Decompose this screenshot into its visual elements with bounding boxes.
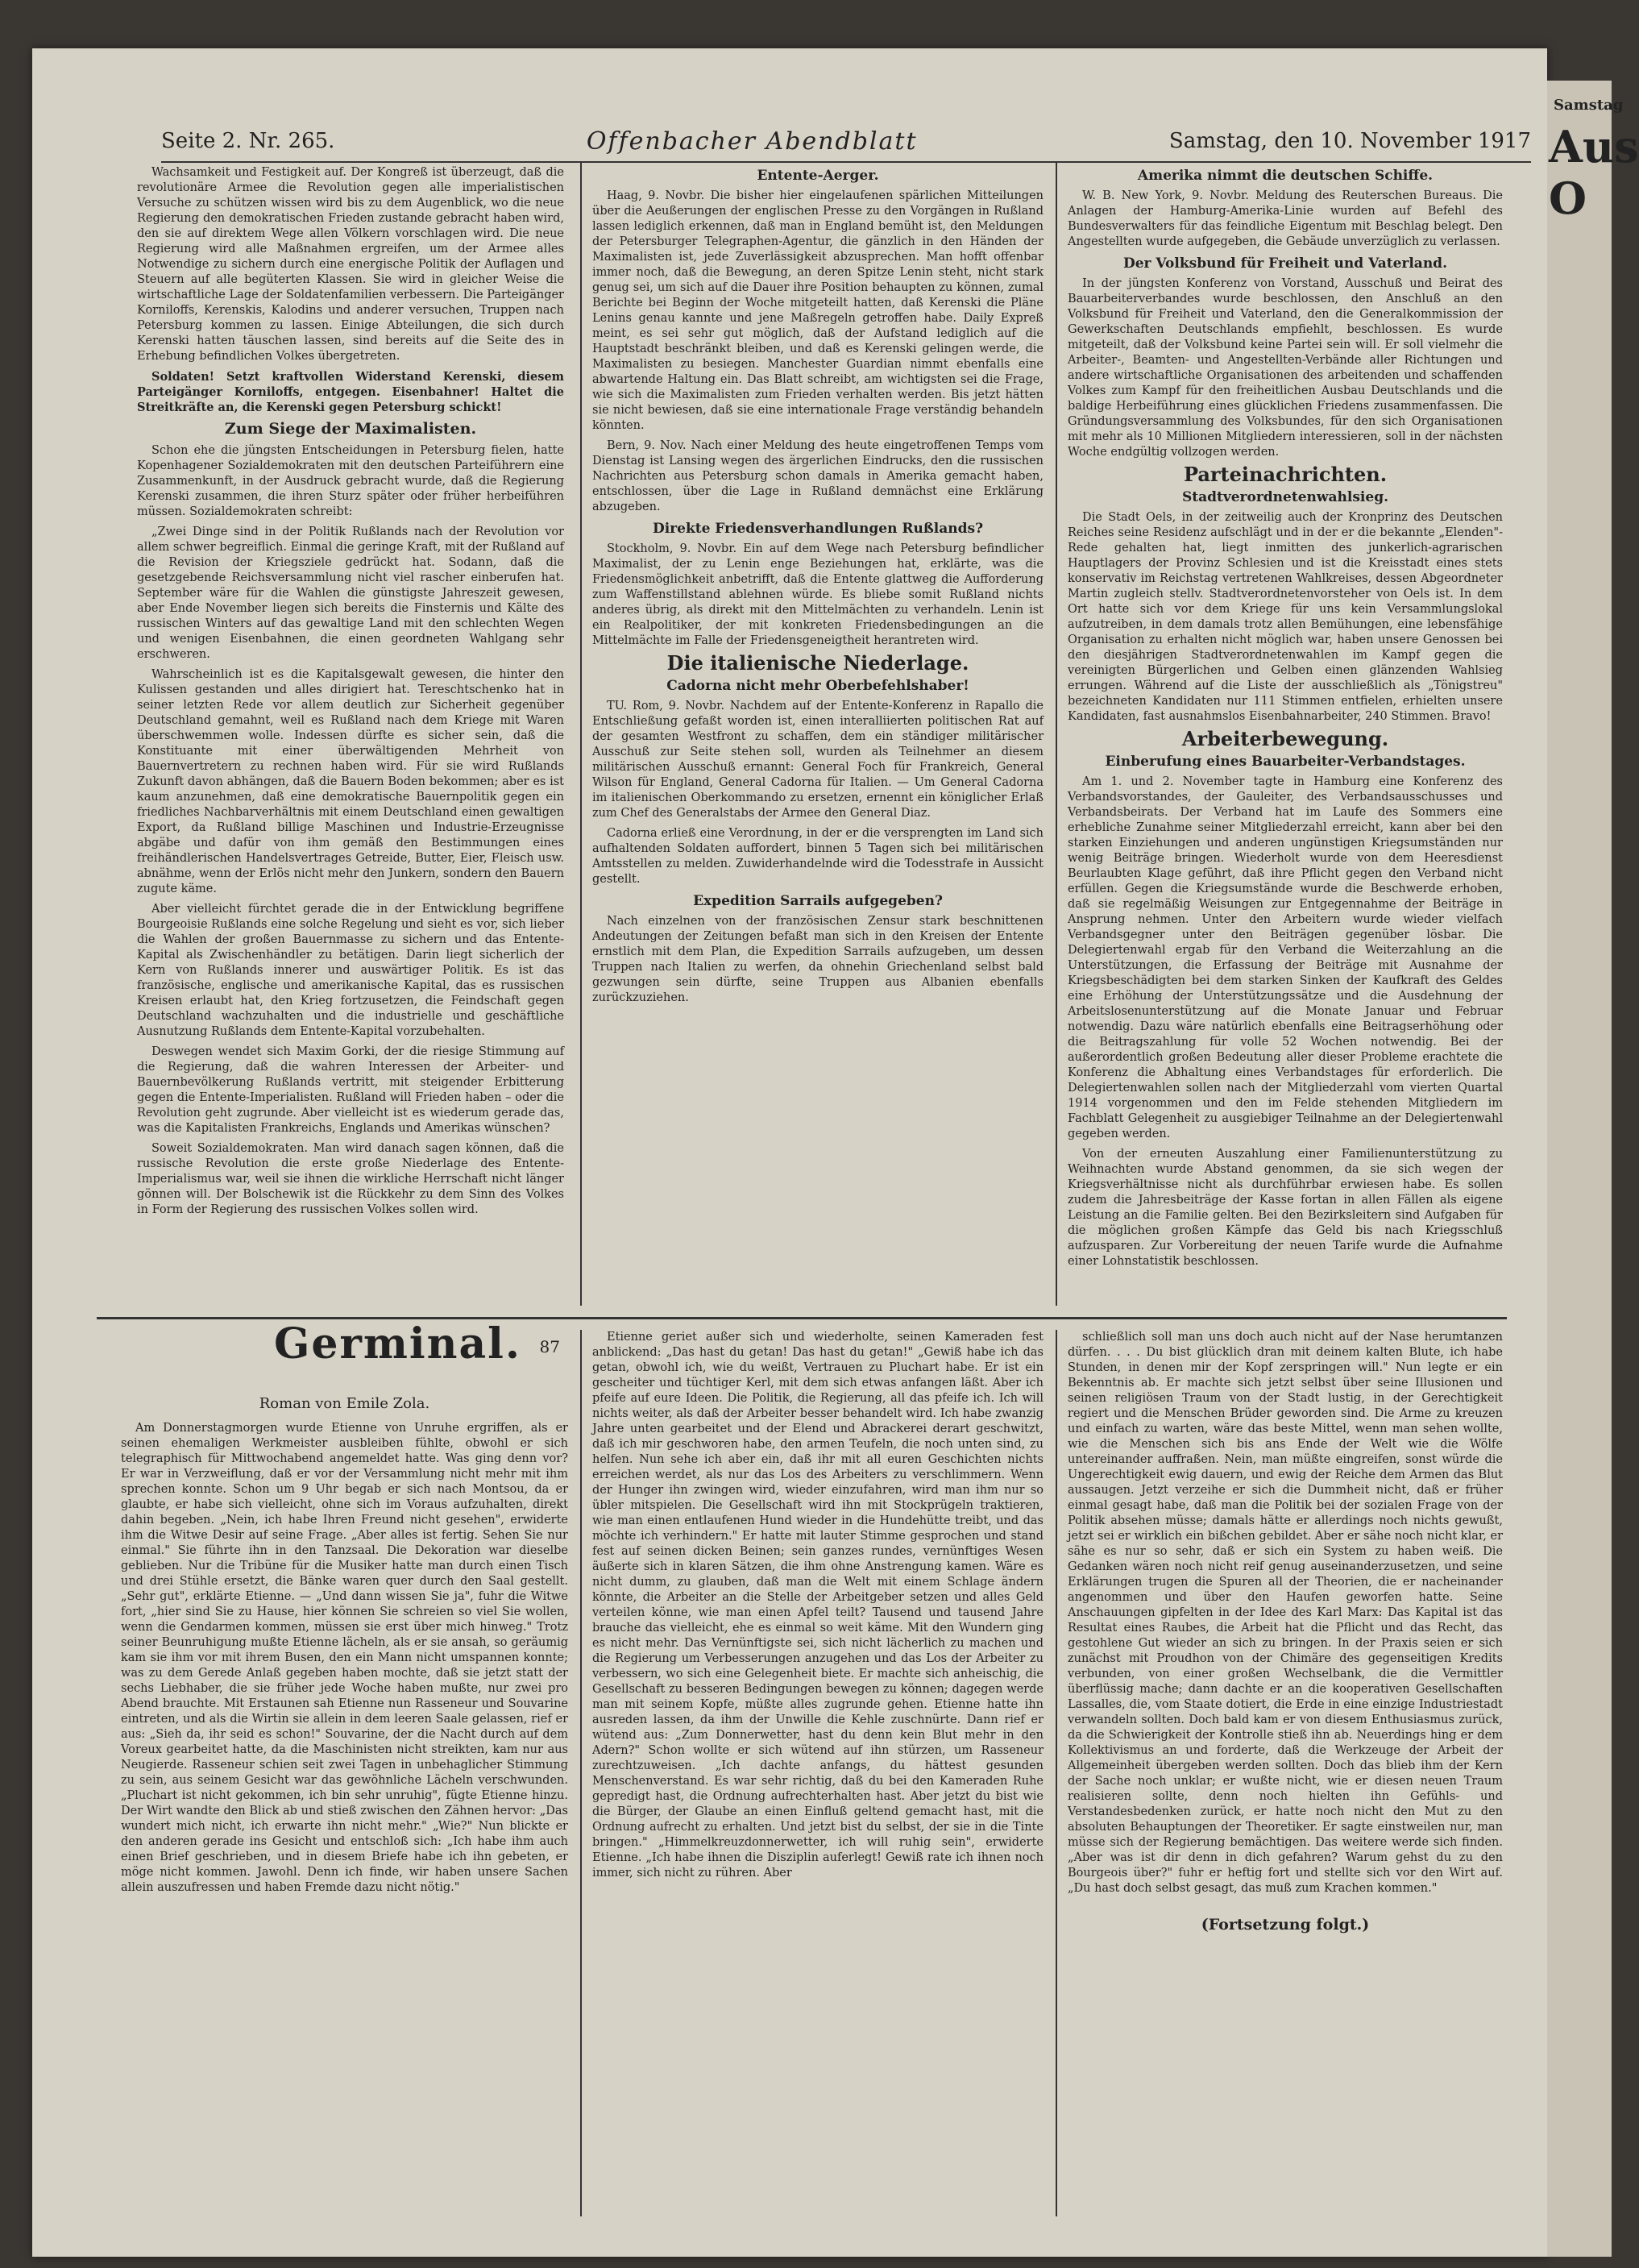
article-text: Deswegen wendet sich Maxim Gorki, der die riesige Stimmung auf die Regierung, daß die wahren Interessen der Arbeiter- und Bauernbevölkerung Rußlands vertritt, mit steigender Erbitterung gegen die Entente-Imperialisten. Rußland will Frieden haben – oder die Revolution geht zugrunde. Aber vielleicht ist es wiederum gerade das, was die Kapitalisten Frankreichs, Englands und Amerikas wünschen? [137,1045,564,1135]
column-rule [580,1330,582,2216]
article-text: „Zwei Dinge sind in der Politik Rußlands nach der Revolution vor allem schwer begreiflich. Einmal die geringe Kraft, mit der Rußland auf die Revision der Kriegsziele gedrückt hat. Sodann, daß die gesetzgebende Reichsversammlung nicht viel rascher einberufen hat. September wäre für die Wahlen die günstigste Jahreszeit gewesen, aber Ende November liegen sich bereits die Finsternis und Kälte des russischen Winters auf das gewaltige Land mit den schlechten Wegen und wenigen Eisenbahnen, die einen geordneten Wahlgang sehr erschweren. [137,525,564,661]
article-text: W. B. New York, 9. Novbr. Meldung des Reuterschen Bureaus. Die Anlagen der Hamburg-Amerika-Linie wurden auf Befehl des Bundesverwalters für das feindliche Eigentum mit Beschlag belegt. Den Angestellten wurde aufgegeben, die Gebäude unverzüglich zu verlassen. [1068,189,1503,248]
article-text: Haag, 9. Novbr. Die bisher hier eingelaufenen spärlichen Mitteilungen über die Aeußerungen der englischen Presse zu den Vorgängen in Rußland lassen lediglich erkennen, daß man in England bemüht ist, den Meldungen der Petersburger Telegraphen-Agentur, die gänzlich in den Händen der Maximalisten ist, jede Zuverlässigkeit abzusprechen. Man hofft offenbar immer noch, daß die Bewegung, an deren Spitze Lenin steht, nicht stark genug sei, um sich auf die Dauer ihre Position behaupten zu können, zumal Berichte bei Beginn der Woche mitgeteilt hatten, daß Kerenski die Pläne Lenins genau kannte und jene Maßregeln getroffen habe. Daily Expreß meint, es sei sehr gut möglich, daß der Aufstand lediglich auf die Hauptstadt beschränkt bleiben, und daß es Kerenski gelingen werde, die Maximalisten zu besiegen. Manchester Guardian nimmt ebenfalls eine abwartende Haltung ein. Das Blatt schreibt, am wichtigsten sei die Frage, wie sich die Maximalisten zum Frieden verhalten werden. Bis jetzt hätten sie nicht bewiesen, daß sie eine internationale Frage verständig behandeln könnten. [592,189,1044,432]
novel-text: Am Donnerstagmorgen wurde Etienne von Unruhe ergriffen, als er seinen ehemaligen Werkmeister ausbleiben fühlte, obwohl er sich telegraphisch für Mittwochabend angemeldet hatte. Was ging denn vor? Er war in Verzweiflung, daß er vor der Versammlung nicht mehr mit ihm sprechen konnte. Schon um 9 Uhr begab er sich nach Montsou, da er glaubte, er habe sich vielleicht, ohne sich im Voraus aufzuhalten, direkt dahin begeben. „Nein, ich habe Ihren Freund nicht gesehen", erwiderte ihm die Witwe Desir auf seine Frage. „Aber alles ist fertig. Sehen Sie nur einmal." Sie führte ihn in den Tanzsaal. Die Dekoration war dieselbe geblieben. Nur die Tribüne für die Musiker hatte man durch einen Tisch und drei Stühle ersetzt, die Bänke waren quer durch den Saal gestellt. „Sehr gut", erklärte Etienne. — „Und dann wissen Sie ja", fuhr die Witwe fort, „hier sind Sie zu Hause, hier können Sie schreien so viel Sie wollen, wenn die Gendarmen kommen, müssen sie erst über mich hinweg." Trotz seiner Beunruhigung mußte Etienne lächeln, als er sie ansah, so geräumig kam sie ihm vor mit ihrem Busen, den ein Mann nicht umspannen konnte; was zu dem Gerede Anlaß gegeben haben mochte, daß sie jetzt statt der sechs Liebhaber, die sie früher jede Woche haben mußte, nur zwei pro Abend brauchte. Mit Erstaunen sah Etienne nun Rasseneur und Souvarine eintreten, und als die Wirtin sie allein in dem leeren Saale gelassen, rief er aus: „Sieh da, ihr seid es schon!" Souvarine, der die Nacht durch auf dem Voreux gearbeitet hatte, da die Maschinisten nicht streikten, kam nur aus Neugierde. Rasseneur schien seit zwei Tagen in unbehaglicher Stimmung zu sein, aus seinem Gesicht war das gewöhnliche Lächeln verschwunden. „Pluchart ist nicht gekommen, ich bin sehr unruhig", fügte Etienne hinzu. Der Wirt wandte den Blick ab und stieß zwischen den Zähnen hervor: „Das wundert mich nicht, ich erwarte ihn nicht mehr." „Wie?" Nun blickte er den anderen gerade ins Gesicht und entschloß sich: „Ich habe ihm auch einen Brief geschrieben, und in diesem Briefe habe ich ihn gebeten, er möge nicht kommen. Jawohl. Denn ich finde, wir haben unsere Sachen allein auszufressen und haben Fremde dazu nicht nötig." [121,1422,568,1894]
headline: Direkte Friedensverhandlungen Rußlands? [652,521,984,537]
feuilleton-title: Germinal. [274,1319,522,1369]
article-text: Von der erneuten Auszahlung einer Familienunterstützung zu Weihnachten wurde Abstand genommen, da sie sich wegen der Kriegsverhältnisse nicht als durchführbar erwiesen habe. Es sollen zudem die Jahresbeiträge der Kasse fortan in allen Fällen als eigene Leistung an die Familie gelten. Bei den Bezirksleitern sind Aufgaben für die möglichen großen Kämpfe das Geld bis nach Kriegsschluß aufzusparen. Zur Vorbereitung der neuen Tarife wurde die Aufnahme einer Lohnstatistik beschlossen. [1068,1148,1503,1268]
headline: Zum Siege der Maximalisten. [224,420,477,438]
feuilleton-column-2 [592,1330,1044,2216]
subheadline: Cadorna nicht mehr Oberbefehlshaber! [666,678,969,694]
column-rule [1056,1330,1057,2216]
article-text: Nach einzelnen von der französischen Zensur stark beschnittenen Andeutungen der Zeitungen befaßt man sich in den Kreisen der Entente ernstlich mit dem Plan, die Expedition Sarrails aufzugeben, um dessen Truppen nach Italien zu werfen, da ohnehin Griechenland selbst bald gezwungen sein dürfte, seine Truppen aus Albanien ebenfalls zurückzuziehen. [592,915,1044,1004]
continuation-note: (Fortsetzung folgt.) [1201,1916,1370,1934]
adjacent-page-strip [1547,81,1639,2257]
article-text: Schon ehe die jüngsten Entscheidungen in Petersburg fielen, hatte Kopenhagener Sozialdemokraten mit den deutschen Parteiführern eine Zusammenkunft, in der Ausdruck gebracht wurde, daß die Regierung Kerenski zusammen, die ihren Sturz später oder früher herbeiführen müssen. Sozialdemokraten schreibt: [137,444,564,518]
article-text: Soldaten! Setzt kraftvollen Widerstand Kerenski, diesem Parteigänger Korniloffs, entgegen. Eisenbahner! Haltet die Streitkräfte an, die Kerenski gegen Petersburg schickt! [137,370,564,414]
feuilleton-column-3 [1068,1330,1503,2216]
installment-number: 87 [539,1337,560,1356]
article-text: Bern, 9. Nov. Nach einer Meldung des heute eingetroffenen Temps vom Dienstag ist Lansing wegen des ärgerlichen Eindrucks, den die russischen Nachrichten aus Petersburg schon damals in Amerika gemacht haben, entschlossen, über die Lage in Rußland demnächst eine Erklärung abzugeben. [592,439,1044,513]
feuilleton-subtitle: Roman von Emile Zola. [259,1395,430,1412]
headline: Parteinachrichten. [1183,463,1388,486]
article-text: Soweit Sozialdemokraten. Man wird danach sagen können, daß die russische Revolution die erste große Niederlage des Entente-Imperialismus war, weil sie ihnen die wirkliche Herrschaft nicht länger gönnen will. Der Bolschewik ist die Rückkehr zu dem Sinn des Volkes in Form der Regierung des russischen Volkes sollen wird. [137,1142,564,1216]
article-text: TU. Rom, 9. Novbr. Nachdem auf der Entente-Konferenz in Rapallo die Entschließung gefaßt worden ist, einen interalliierten politischen Rat auf der gesamten Westfront zu schaffen, dem ein ständiger militärischer Ausschuß zur Seite stehen soll, wurden als Teilnehmer an diesem militärischen Ausschuß ernannt: General Foch für Frankreich, General Wilson für England, General Cadorna für Italien. — Um General Cadorna im italienischen Oberkommando zu ersetzen, ernennt ein königlicher Erlaß zum Chef des Generalstabs der Armee den General Diaz. [592,700,1044,820]
article-text: Wachsamkeit und Festigkeit auf. Der Kongreß ist überzeugt, daß die revolutionäre Armee die Revolution gegen alle imperialistischen Versuche zu schützen wissen wird bis zu dem Augenblick, wo die neue Regierung den demokratischen Frieden zustande gebracht haben wird, den sie auf direktem Wege allen Völkern vorschlagen wird. Die neue Regierung wird alle Maßnahmen ergreifen, um der Armee alles Notwendige zu sichern durch eine energische Politik der Auflagen und Steuern auf alle begüterten Klassen. Sie wird in gleicher Weise die wirtschaftliche Lage der Soldatenfamilien verbessern. Die Parteigänger Korniloffs, Kerenskis, Kalodins und anderer versuchen, Truppen nach Petersburg kommen zu lassen. Einige Abteilungen, die sich durch Kerenski hatten täuschen lassen, sind bereits auf die Seite des in Erhebung befindlichen Volkes übergetreten. [137,166,564,363]
column-rule [580,161,582,1306]
article-text: Stockholm, 9. Novbr. Ein auf dem Wege nach Petersburg befindlicher Maximalist, der zu Lenin enge Beziehungen hat, erklärte, was die Friedensmöglichkeit anbetrifft, daß die Entente glattweg die Aufforderung zum Waffenstillstand ablehnen würde. Es bliebe somit Rußland nichts anderes übrig, als direkt mit den Mittelmächten zu verhandeln. Lenin ist ein Realpolitiker, der mit konkreten Friedensbedingungen an die Mittelmächte im Falle der Friedensgeneigtheit herantreten wird. [592,542,1044,647]
article-text: Am 1. und 2. November tagte in Hamburg eine Konferenz des Verbandsvorstandes, der Gauleiter, des Verbandsausschusses und Verbandsbeirats. Der Verband hat im Laufe des Sommers eine erhebliche Zunahme seiner Mitgliederzahl erreicht, kann aber bei den starken Einziehungen und anderen ungünstigen Kriegsumständen nur wenig Beiträge bringen. Wiederholt wurde von dem Heeresdienst Beurlaubten Klage geführt, daß ihre Pflicht gegen den Verband nicht erfüllen. Gegen die Kriegsumstände wurde die Beschwerde erhoben, daß sie regelmäßig Weisungen zur Entgegennahme der Beiträge in Ansprung nehmen. Unter den Arbeitern wurde wieder vielfach Verbandsgegner unter den Beiträgen gegenüber lösbar. Die Delegiertenwahl ergab für den Verband die Weiterzahlung an die Unterstützungen, die Erfassung der Beiträge mit Ausnahme der Kriegsbeschädigten bei dem starken Sinken der Kaufkraft des Geldes eine Erhöhung der Unterstützungssätze und die Ausdehnung der Arbeitslosenunterstützung auf die Monate Januar und Februar notwendig. Dazu wäre natürlich ebenfalls eine Beitragserhöhung oder die Beitragszahlung für volle 52 Wochen notwendig. Bei der außerordentlich großen Bedeutung aller dieser Probleme erachtete die Konferenz die Abhaltung eines Verbandstages für erforderlich. Die Delegiertenwahlen sollen nach der Mitgliederzahl vom vierten Quartal 1914 vorgenommen und den im Felde stehenden Mitgliedern im Fachblatt Gelegenheit zu ausgiebiger Teilnahme an der Delegiertenwahl gegeben werden. [1068,775,1503,1140]
novel-text: Etienne geriet außer sich und wiederholte, seinen Kameraden fest anblickend: „Das hast du getan! Das hast du getan!" „Gewiß habe ich das getan, obwohl ich, wie du weißt, Vertrauen zu Pluchart habe. Er ist ein gescheiter und tüchtiger Kerl, mit dem sich etwas anfangen läßt. Aber ich pfeife auf eure Ideen. Die Politik, die Regierung, all das pfeife ich. Ich will nichts weiter, als daß der Arbeiter besser behandelt wird. Ich habe zwanzig Jahre unten gearbeitet und der Elend und Abrackerei derart geschwitzt, daß ich mir geschworen habe, den armen Teufeln, die noch unten sind, zu helfen. Nun sehe ich aber ein, daß ihr mit all euren Geschichten nichts erreichen werdet, als nur das Los des Arbeiters zu verschlimmern. Wenn der Hunger ihn zwingen wird, wieder einzufahren, wird man ihm nur so übler mitspielen. Die Gesellschaft wird ihn mit Stockprügeln traktieren, wie man einen entlaufenen Hund wieder in die Hundehütte treibt, und das möchte ich verhindern." Er hatte mit lauter Stimme gesprochen und stand fest auf seinen dicken Beinen; sein ganzes rundes, vernünftiges Wesen äußerte sich in klaren Sätzen, die ihm ohne Anstrengung kamen. Wäre es nicht dumm, zu glauben, daß man die Welt mit einem Schlage ändern könnte, die Arbeiter an die Stelle der Arbeitgeber setzen und alles Geld verteilen könne, wie man einen Apfel teilt? Tausend und tausend Jahre brauche das vielleicht, ehe es einmal so weit käme. Mit den Wundern ging es nicht mehr. Das Vernünftigste sei, sich nicht lächerlich zu machen und die Regierung um Verbesserungen anzugehen und das Los der Arbeiter zu verbessern, wo sich eine Gelegenheit biete. Er machte sich anheischig, die Gesellschaft zu besseren Bedingungen bewegen zu können; dagegen werde man mit seinem Kopfe, müßte alles zugrunde gehen. Etienne hatte ihn ausreden lassen, da ihm der Unwille die Kehle zuschnürte. Dann rief er wütend aus: „Zum Donnerwetter, hast du denn kein Blut mehr in den Adern?" Schon wollte er sich wütend auf ihn stürzen, um Rasseneur zurechtzuweisen. „Ich dachte anfangs, du hättest gesunden Menschenverstand. Es war sehr richtig, daß du bei den Kameraden Ruhe gepredigt hast, die Ordnung aufrechterhalten hast. Aber jetzt du bist wie die Bürger, der Glaube an einen Einfluß geltend gemacht hast, mit die Ordnung aufrecht zu erhalten. Und jetzt bist du selbst, der sie in die Tinte bringen." „Himmelkreuzdonnerwetter, ich will ruhig sein", erwiderte Etienne. „Ich habe ihnen die Disziplin auferlegt! Gewiß rate ich ihnen noch immer, sich nicht zu rühren. Aber [592,1331,1044,1880]
article-text: Cadorna erließ eine Verordnung, in der er die versprengten im Land sich aufhaltenden Soldaten auffordert, binnen 5 Tagen sich bei militärischen Amtsstellen zu melden. Zuwiderhandelnde wird die Todesstrafe in Aussicht gestellt. [592,827,1044,886]
column-2 [592,165,1044,1310]
headline: Der Volksbund für Freiheit und Vaterland. [1122,255,1447,272]
adjacent-title: Aus O [1549,121,1639,224]
headline: Entente-Aerger. [757,168,879,184]
article-text: Die Stadt Oels, in der zeitweilig auch der Kronprinz des Deutschen Reiches seine Residenz aufschlägt und in der er die bekannte „Elenden"-Rede gehalten hat, liegt inmitten des junkerlich-agrarischen Hauptlagers der Provinz Schlesien und ist die Kreisstadt eines stets konservativ im Reichstag vertretenen Wahlkreises, dessen Abgeordneter Martin zugleich stellv. Stadtverordnetenvorsteher von Oels ist. In dem Ort hatte sich vor dem Kriege für uns kein Versammlungslokal aufzutreiben, in dem damals trotz allen Bemühungen, eine lebensfähige Organisation zu erhalten nicht möglich war, haben unsere Genossen bei den diesjährigen Stadtverordnetenwahlen im Kampf gegen die vereinigten Bürgerlichen und Gelben einen glänzenden Wahlsieg errungen. Während auf die Liste der ausschließlich als „Tönigstreu" bezeichneten Kandidaten nur 111 Stimmen entfielen, erhielten unsere Kandidaten, fast ausnahmslos Eisenbahnarbeiter, 240 Stimmen. Bravo! [1068,511,1503,723]
column-3 [1068,165,1503,1310]
article-text: Wahrscheinlich ist es die Kapitalsgewalt gewesen, die hinter den Kulissen gestanden und alles dirigiert hat. Tereschtschenko hat in seiner letzten Rede vor allem deutlich zur Sicherheit gegenüber Deutschland gemahnt, weil es Rußland nach dem Kriege mit Waren überschwemmen wolle. Indessen dürfte es sicher sein, daß die Konstituante mit einer überwältigenden Mehrheit von Bauernvertretern zu rechnen haben wird. Für sie wird Rußlands Zukunft davon abhängen, daß die Bauern Boden bekommen; aber es ist kaum anzunehmen, daß eine demokratische Bauernpolitik gegen ein friedliches Nachbarverhältnis mit einem Deutschland einen gewaltigen Export, da Rußland billige Maschinen und Industrie-Erzeugnisse abgäbe und dafür von ihm gemäß den Bestimmungen eines freihändlerischen Handelsvertrages Getreide, Butter, Eier, Fleisch usw. abnähme, wenn der Erlös nicht mehr den Junkern, sondern den Bauern zugute käme. [137,668,564,895]
column-1 [137,165,564,1310]
headline: Die italienische Niederlage. [666,651,969,675]
feuilleton-column-1 [121,1319,568,2216]
newspaper-name: Offenbacher Abendblatt [586,127,918,156]
article-text: In der jüngsten Konferenz von Vorstand, Ausschuß und Beirat des Bauarbeiterverbandes wurde beschlossen, den Anschluß an den Volksbund für Freiheit und Vaterland, den die Generalkommission der Gewerkschaften Deutschlands empfiehlt, beschlossen. Es wurde mitgeteilt, daß der Volksbund keine Partei sein will. Er soll vielmehr die Arbeiter-, Beamten- und Angestellten-Verbände aller Richtungen und andere wirtschaftliche Organisationen des arbeitenden und schaffenden Volkes zum Kampf für den freiheitlichen Ausbau Deutschlands und die baldige Herbeiführung eines glücklichen Friedens zusammenfassen. Die Gründungsversammlung des Volksbundes, für den sich Organisationen mit mehr als 10 Millionen Mitgliedern interessieren, soll in der nächsten Woche endgültig vollzogen werden. [1068,277,1503,459]
headline: Arbeiterbewegung. [1181,727,1389,750]
subheadline: Stadtverordnetenwahlsieg. [1181,489,1389,505]
issue-date: Samstag, den 10. November 1917 [1168,129,1531,153]
subheadline: Einberufung eines Bauarbeiter-Verbandstages. [1105,754,1466,770]
page-number: Seite 2. Nr. 265. [161,129,335,153]
page-header [161,121,1531,163]
article-text: Aber vielleicht fürchtet gerade die in der Entwicklung begriffene Bourgeoisie Rußlands eine solche Regelung und sieht es vor, sich lieber die Wahlen der großen Bauernmasse zu sichern und das Entente-Kapital als Zwischenhändler zu betätigen. Darin liegt sicherlich der Kern von Rußlands innerer und auswärtiger Politik. Es ist das französische, englische und amerikanische Kapital, das es russischen Kreisen erlaubt hat, den Krieg fortzusetzen, die Feindschaft gegen Deutschland wachzuhalten und die industrielle und geschäftliche Ausnutzung Rußlands dem Entente-Kapital vorzubehalten. [137,903,564,1038]
headline: Expedition Sarrails aufgegeben? [693,893,943,909]
novel-text: schließlich soll man uns doch auch nicht auf der Nase herumtanzen dürfen. . . . Du bist glücklich dran mit deinem kalten Blute, ich habe Stunden, in denen mir der Kopf zerspringen will." Nun legte er ein Bekenntnis ab. Er machte sich jetzt selbst über seine Illusionen und seinen religiösen Traum von der Stadt lustig, in der Gerechtigkeit regiert und die Menschen Brüder geworden sind. Die Arme zu kreuzen und einfach zu warten, wäre das beste Mittel, wenn man sehen wollte, wie die Menschen sich bis ans Ende der Welt wie die Wölfe untereinander auffraßen. Nein, man müßte eingreifen, sonst würde die Ungerechtigkeit ewig dauern, und ewig der Reiche dem Armen das Blut aussaugen. Jetzt verzeihe er sich die Dummheit nicht, daß er früher einmal gesagt habe, daß man die Politik bei der sozialen Frage von der Politik absehen müsse; damals hätte er allerdings noch nichts gewußt, jetzt sei er wirklich ein bißchen gebildet. Aber er sähe noch nicht klar, er sähe es nur so sehr, daß er sich ein System zu haben weiß. Die Gedanken wären noch nicht reif genug auseinanderzusetzen, und seine Erklärungen trugen die Spuren all der Theorien, die er nacheinander angenommen und über den Haufen geworfen hatte. Seine Anschauungen gipfelten in der Idee des Karl Marx: Das Kapital ist das Resultat eines Raubes, die Arbeit hat die Pflicht und das Recht, das gestohlene Gut wieder an sich zu bringen. In der Praxis seien er sich zunächst mit Proudhon von der Chimäre des gegenseitigen Kredits verbunden, von einer großen Wechselbank, die die Vermittler überflüssig mache; dann dachte er an die kooperativen Gesellschaften Lassalles, die, vom Staate dotiert, die Erde in eine einzige Industriestadt verwandeln sollten. Doch bald kam er von diesem Enthusiasmus zurück, da die Schwierigkeit der Kontrolle stieß ihn ab. Neuerdings hing er dem Kollektivismus an und forderte, daß die Werkzeuge der Arbeit der Allgemeinheit übergeben werden sollten. Doch das blieb ihm der Kern der Sache noch unklar; er wußte nicht, wie er diesen neuen Traum realisieren sollte, denn noch hielten ihn Gefühls- und Verstandesbedenken zurück, er hatte noch nicht den Mut zu den absoluten Behauptungen der Theoretiker. Er sagte einstweilen nur, man müsse sich der Regierung bemächtigen. Das weitere werde sich finden. „Aber was ist dir denn in dich gefahren? Warum gehst du zu den Bourgeois über?" fuhr er heftig fort und stellte sich vor den Wirt auf. „Du hast doch selbst gesagt, das muß zum Krachen kommen." [1068,1331,1503,1895]
column-rule [1056,161,1057,1306]
headline: Amerika nimmt die deutschen Schiffe. [1137,168,1434,184]
adjacent-header: Samstag [1554,97,1624,114]
